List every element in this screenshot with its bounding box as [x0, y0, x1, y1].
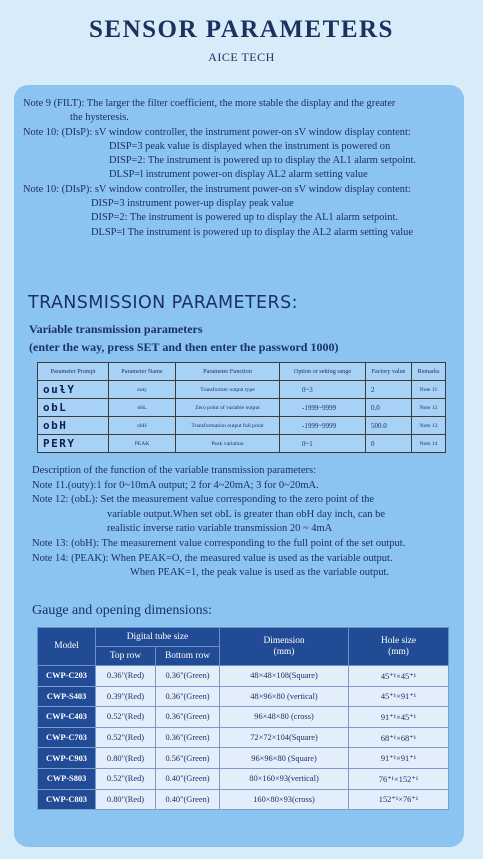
cell-dimension: 96×48×80 (cross) — [220, 707, 349, 728]
description-line: Note 11.(outy):1 for 0~10mA output; 2 for 4~20mA; 3 for 0~20mA. — [32, 479, 319, 491]
table-row — [38, 748, 449, 769]
page-title: SENSOR PARAMETERS — [89, 16, 394, 43]
parameter-table-header — [38, 363, 446, 381]
header-remarks: Remarks — [412, 363, 446, 381]
cell-factory: 0 — [366, 435, 412, 453]
note-line: DISP=3 instrument power-up display peak value — [91, 198, 294, 210]
cell-hole: 91⁺¹×91⁺¹ — [349, 748, 449, 769]
cell-name: obH — [109, 417, 176, 435]
cell-model: CWP-S803 — [38, 768, 96, 789]
cell-name: PEAK — [109, 435, 176, 453]
cell-model: CWP-S403 — [38, 686, 96, 707]
header-digital-tube-size: Digital tube size — [96, 628, 220, 647]
cell-hole: 45⁺¹×45⁺¹ — [349, 666, 449, 687]
cell-name: obL — [109, 399, 176, 417]
cell-hole: 91⁺¹×45⁺¹ — [349, 707, 449, 728]
cell-dimension: 80×160×93(vertical) — [220, 768, 349, 789]
cell-bottom: 0.40"(Green) — [156, 789, 220, 810]
cell-bottom: 0.36"(Green) — [156, 707, 220, 728]
cell-dimension: 96×96×80 (Square) — [220, 748, 349, 769]
header-parameter-name: Parameter Name — [109, 363, 176, 381]
note-line: DISP=2: The instrument is powered up to display the AL1 alarm setpoint. — [109, 155, 416, 167]
cell-top: 0.36"(Red) — [96, 666, 156, 687]
description-line: Note 14: (PEAK): When PEAK=O, the measured value is used as the variable output. — [32, 552, 393, 564]
note-line: DLSP=l The instrument is powered up to display the AL2 alarm setting value — [91, 226, 413, 238]
transmission-description — [32, 464, 472, 581]
cell-function: Transformer output type — [176, 381, 280, 399]
cell-bottom: 0.56"(Green) — [156, 748, 220, 769]
notes-block — [23, 97, 468, 240]
cell-bottom: 0.36"(Green) — [156, 727, 220, 748]
cell-factory: 0.0 — [366, 399, 412, 417]
cell-remarks: Note 14 — [412, 435, 446, 453]
cell-factory: 2 — [366, 381, 412, 399]
cell-hole: 45⁺¹×91⁺¹ — [349, 686, 449, 707]
table-row — [38, 381, 446, 399]
description-line: variable output.When set obL is greater than obH day inch, can be — [107, 508, 386, 520]
cell-model: CWP-C703 — [38, 727, 96, 748]
cell-top: 0.52"(Red) — [96, 768, 156, 789]
header-model: Model — [38, 628, 96, 666]
cell-range: 0~3 — [280, 381, 366, 399]
gauge-heading: Gauge and opening dimensions: — [32, 603, 213, 618]
cell-bottom: 0.40"(Green) — [156, 768, 220, 789]
cell-top: 0.80"(Red) — [96, 789, 156, 810]
header-parameter-prompt: Parameter Prompt — [38, 363, 109, 381]
description-line: Description of the function of the variable transmission parameters: — [32, 465, 316, 476]
cell-hole: 76⁺¹×152⁺¹ — [349, 768, 449, 789]
header-dimension-unit: (mm) — [273, 646, 295, 657]
transmission-heading: TRANSMISSION PARAMETERS: — [28, 293, 298, 313]
header-bottom-row: Bottom row — [156, 647, 220, 666]
cell-remarks: Note 12 — [412, 399, 446, 417]
cell-top: 0.52"(Red) — [96, 707, 156, 728]
header-setting-range: Option or setting range — [280, 363, 366, 381]
cell-hole: 152⁺¹×76⁺¹ — [349, 789, 449, 810]
note-line: the hysteresis. — [70, 112, 129, 124]
transmission-subheading: Variable transmission parameters — [29, 322, 203, 336]
table-row — [38, 768, 449, 789]
cell-top: 0.80"(Red) — [96, 748, 156, 769]
cell-top: 0.39"(Red) — [96, 686, 156, 707]
transmission-instructions: (enter the way, press SET and then enter the password 1000) — [29, 340, 339, 354]
cell-remarks: Note 13 — [412, 417, 446, 435]
dimension-table — [37, 627, 449, 810]
table-row — [38, 727, 449, 748]
cell-prompt: obH — [38, 417, 109, 435]
header-factory-value: Factory value — [366, 363, 412, 381]
cell-range: 0~1 — [280, 435, 366, 453]
cell-name: outy — [109, 381, 176, 399]
cell-function: Zero point of variable output — [176, 399, 280, 417]
note-line: DISP=2: The instrument is powered up to display the AL1 alarm setpoint. — [91, 212, 398, 224]
table-row — [38, 399, 446, 417]
cell-top: 0.52"(Red) — [96, 727, 156, 748]
table-row — [38, 707, 449, 728]
cell-prompt: PERY — [38, 435, 109, 453]
cell-model: CWP-C803 — [38, 789, 96, 810]
description-line: Note 12: (obL): Set the measurement value corresponding to the zero point of the — [32, 494, 375, 506]
page-subtitle: AICE TECH — [208, 50, 275, 64]
description-line: realistic inverse ratio variable transmission 20 ~ 4mA — [107, 523, 333, 535]
header-hole-size — [349, 628, 449, 666]
note-line: Note 10: (DIsP): sV window controller, the instrument power-on sV window display content: — [23, 183, 411, 195]
header-hole-unit: (mm) — [388, 646, 409, 657]
cell-dimension: 160×80×93(cross) — [220, 789, 349, 810]
cell-dimension: 48×48×108(Square) — [220, 666, 349, 687]
cell-bottom: 0.36"(Green) — [156, 686, 220, 707]
cell-bottom: 0.36"(Green) — [156, 666, 220, 687]
cell-prompt: obL — [38, 399, 109, 417]
header-dimension-label: Dimension — [263, 635, 305, 646]
table-row — [38, 417, 446, 435]
cell-model: CWP-C203 — [38, 666, 96, 687]
header-top-row: Top row — [96, 647, 156, 666]
note-line: Note 10: (DIsP): sV window controller, the instrument power-on sV window display content: — [23, 126, 411, 138]
cell-range: -1999~9999 — [280, 417, 366, 435]
table-row — [38, 666, 449, 687]
cell-function: Peak variation — [176, 435, 280, 453]
cell-dimension: 48×96×80 (vertical) — [220, 686, 349, 707]
cell-prompt: ouƚY — [38, 381, 109, 399]
header-hole-label: Hole size — [380, 635, 417, 646]
note-line: Note 9 (FILT): The larger the filter coefficient, the more stable the display and the greater — [23, 98, 396, 109]
description-line: Note 13: (obH): The measurement value corresponding to the full point of the set output. — [32, 537, 406, 549]
cell-hole: 68⁺¹×68⁺¹ — [349, 727, 449, 748]
description-line: When PEAK=1, the peak value is used as the variable output. — [130, 567, 390, 579]
header-dimension — [220, 628, 349, 666]
note-line: DISP=3 peak value is displayed when the instrument is powered on — [109, 140, 391, 152]
header-parameter-function: Parameter Function — [176, 363, 280, 381]
cell-function: Transformation output full point — [176, 417, 280, 435]
cell-dimension: 72×72×104(Square) — [220, 727, 349, 748]
cell-model: CWP-C903 — [38, 748, 96, 769]
cell-model: CWP-C403 — [38, 707, 96, 728]
cell-remarks: Note 11 — [412, 381, 446, 399]
cell-factory: 500.0 — [366, 417, 412, 435]
parameter-table — [37, 362, 446, 453]
table-row — [38, 789, 449, 810]
note-line: DLSP=l instrument power-on display AL2 alarm setting value — [109, 169, 368, 181]
table-row — [38, 435, 446, 453]
cell-range: -1999~9999 — [280, 399, 366, 417]
table-row — [38, 686, 449, 707]
